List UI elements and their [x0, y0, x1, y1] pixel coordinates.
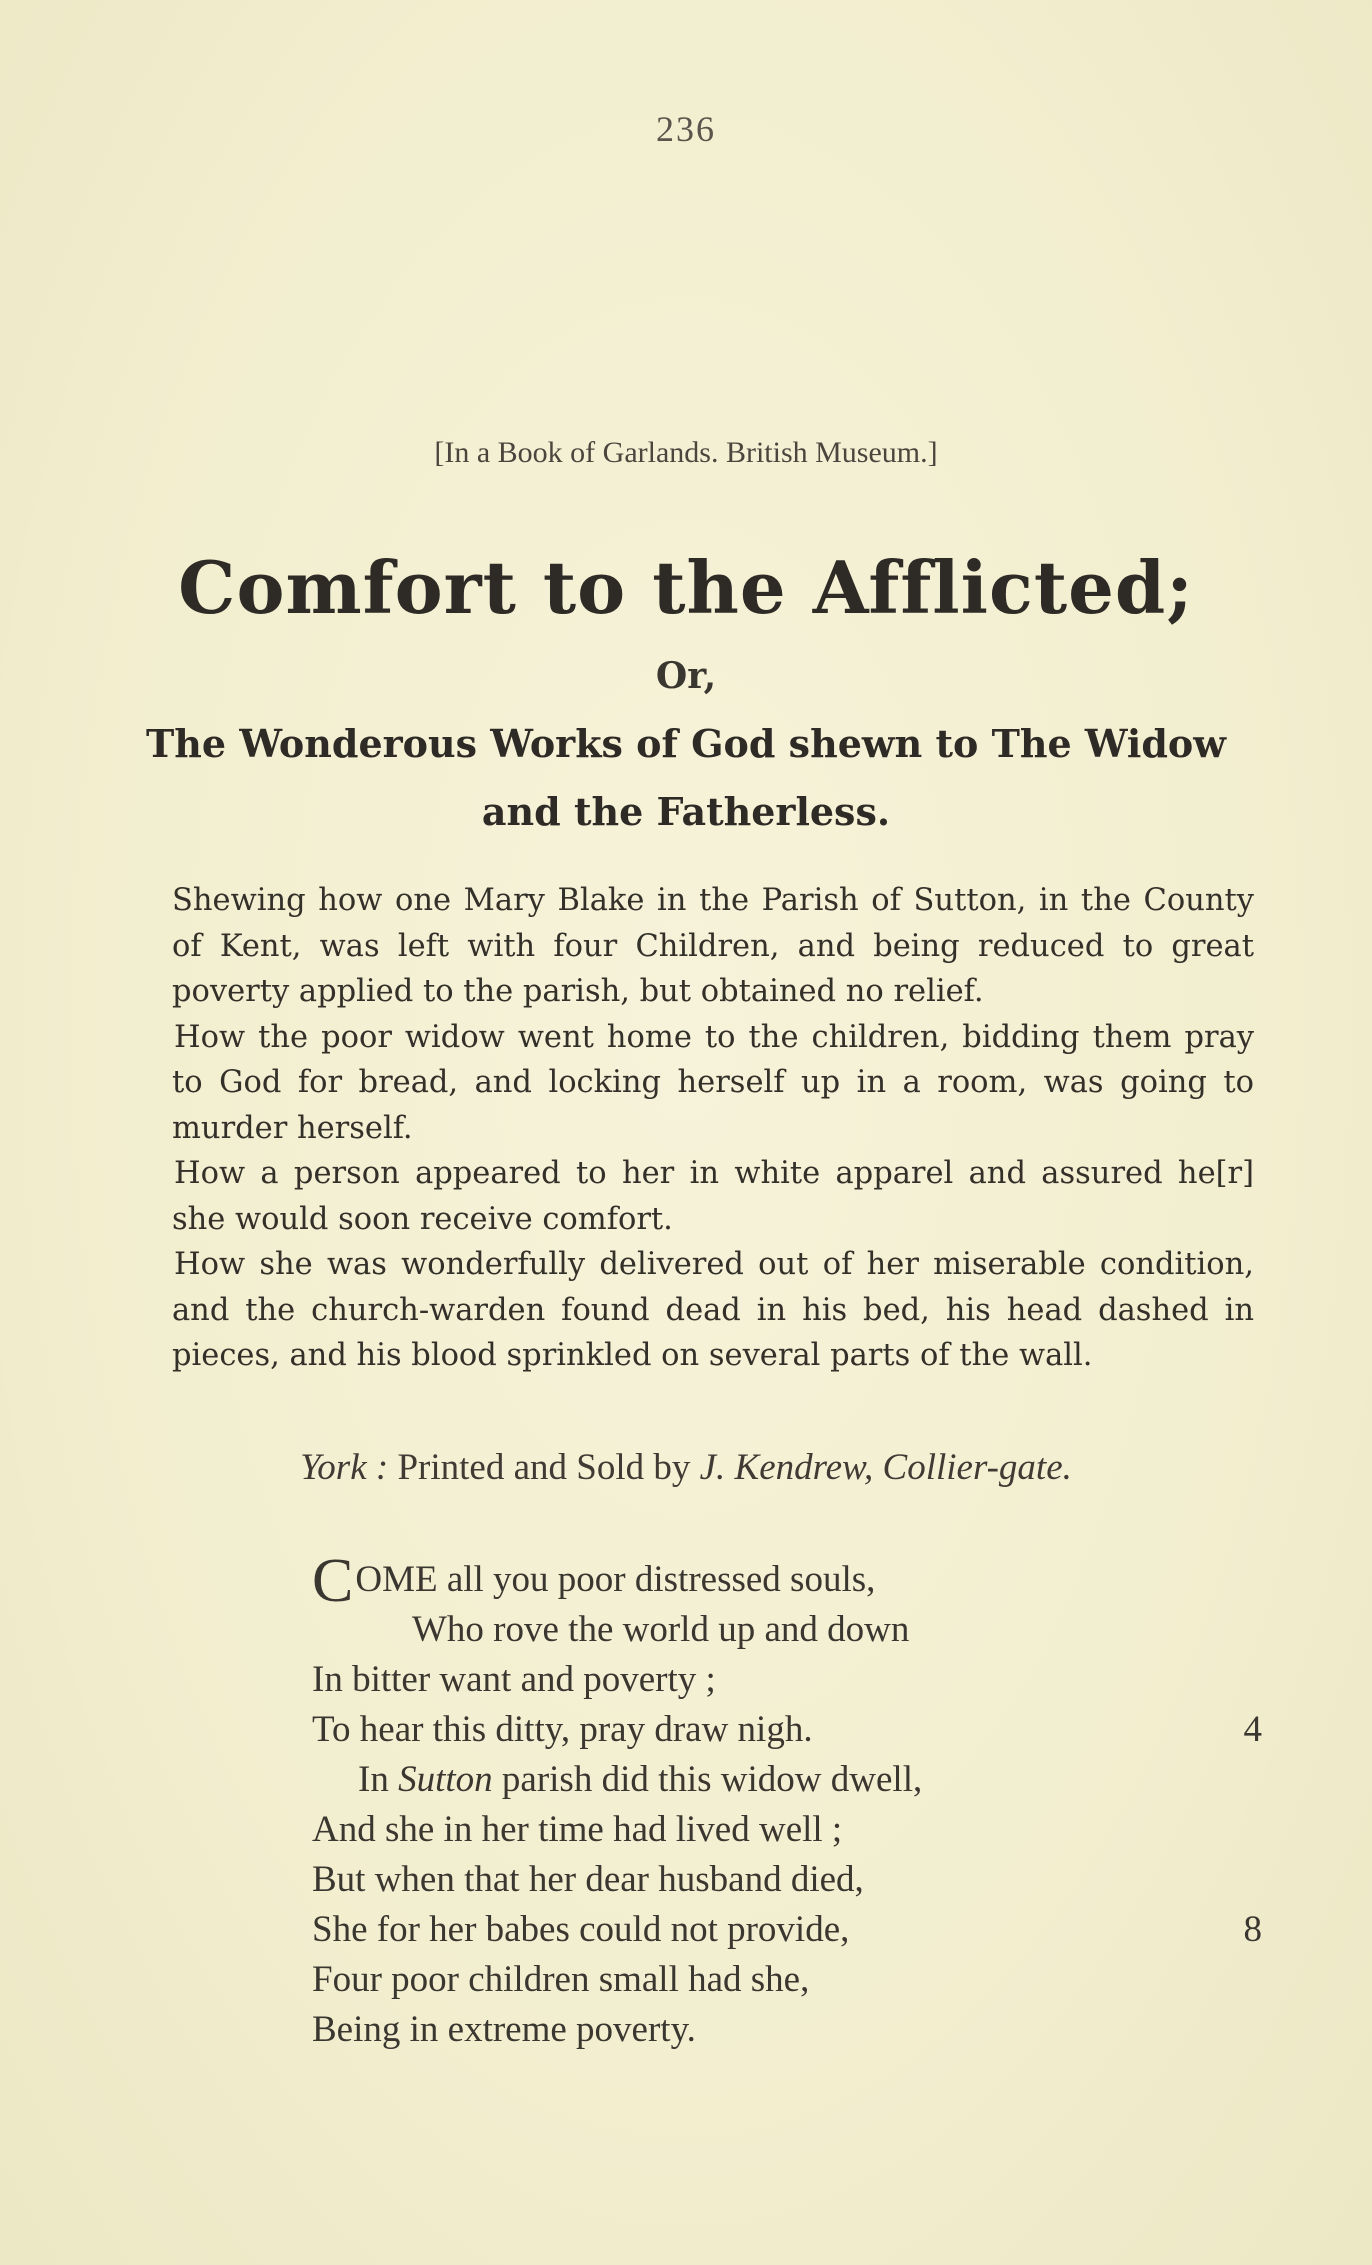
poem-line-text — [312, 1955, 809, 2005]
imprint-place: York : — [300, 1447, 389, 1488]
poem-line-text — [312, 2005, 696, 2055]
poem-line — [312, 1705, 1272, 1755]
first-line-text: OME all you poor distressed souls, — [355, 1559, 876, 1600]
or-label: Or, — [655, 655, 717, 697]
poem-line — [312, 1805, 1272, 1855]
poem-text-post: And she in her time had lived well ; — [312, 1809, 843, 1850]
poem-text-post: Being in extreme poverty. — [312, 2009, 696, 2050]
poem-lines — [312, 1605, 1272, 2055]
poem-text-post: But when that her dear husband died, — [312, 1859, 864, 1900]
argument-text: How a person appeared to her in white apparel and assured he[r] she would soon receive comfort. — [172, 1156, 1254, 1237]
poem-line-text — [312, 1655, 716, 1705]
poem-line-text — [312, 1905, 849, 1955]
line-number: 4 — [1243, 1709, 1262, 1750]
poem-line — [312, 1655, 1272, 1705]
poem-line — [312, 1905, 1272, 1955]
poem-line — [312, 2005, 1272, 2055]
argument-paragraph — [172, 1151, 1254, 1242]
imprint-address: Collier-gate. — [882, 1447, 1072, 1488]
ballad-subtitle — [100, 710, 1272, 846]
poem-text-post: Who rove the world up and down — [412, 1609, 910, 1650]
ballad-title: Comfort to the Afflicted; — [178, 545, 1194, 630]
argument-text: How she was wonderfully delivered out of her miserable condition, and the church-warden found dead in his bed, his head dashed in pieces, and his blood sprinkled on several parts of the wall. — [172, 1247, 1254, 1373]
poem-line-text — [312, 1705, 813, 1755]
poem-text-post: She for her babes could not provide, — [312, 1909, 850, 1950]
drop-cap: C — [312, 1547, 354, 1615]
argument-description — [172, 878, 1254, 1379]
poem-line-text — [358, 1755, 922, 1805]
subtitle-line-1: The Wonderous Works of God shewn to The Widow — [146, 721, 1226, 766]
poem-line — [312, 1755, 1272, 1805]
poem — [312, 1547, 1272, 2055]
poem-line-text — [312, 1855, 864, 1905]
imprint-printer: J. Kendrew, — [699, 1447, 874, 1488]
poem-line-text — [412, 1605, 909, 1655]
poem-text-post: parish did this widow dwell, — [492, 1759, 923, 1800]
poem-text-post: To hear this ditty, pray draw nigh. — [312, 1709, 813, 1750]
poem-line — [312, 1547, 1272, 1615]
source-note: [In a Book of Garlands. British Museum.] — [434, 436, 938, 469]
line-number: 8 — [1243, 1909, 1262, 1950]
imprint-line — [0, 1446, 1372, 1489]
imprint-text: Printed and Sold by — [388, 1447, 700, 1488]
poem-text-post: In bitter want and poverty ; — [312, 1659, 716, 1700]
poem-line — [312, 1605, 1272, 1655]
argument-text: How the poor widow went home to the children, bidding them pray to God for bread, and locking herself up in a room, was going to murder herself. — [172, 1019, 1254, 1146]
poem-line — [312, 1855, 1272, 1905]
poem-line — [312, 1955, 1272, 2005]
argument-paragraph — [172, 1242, 1254, 1379]
subtitle-line-2: and the Fatherless. — [481, 789, 891, 834]
poem-text-post: Four poor children small had she, — [312, 1959, 810, 2000]
poem-line-text — [312, 1805, 842, 1855]
page-number: 236 — [656, 109, 716, 149]
poem-text-pre: In — [358, 1759, 399, 1800]
argument-paragraph: Shewing how one Mary Blake in the Parish of Sutton, in the County of Kent, was left with four Children, and being reduced to great poverty applied to the parish, but obtained no relief. — [172, 883, 1254, 1009]
poem-text-italic: Sutton — [398, 1759, 493, 1800]
argument-paragraph — [172, 1015, 1254, 1152]
poem-line-text — [312, 1547, 876, 1615]
